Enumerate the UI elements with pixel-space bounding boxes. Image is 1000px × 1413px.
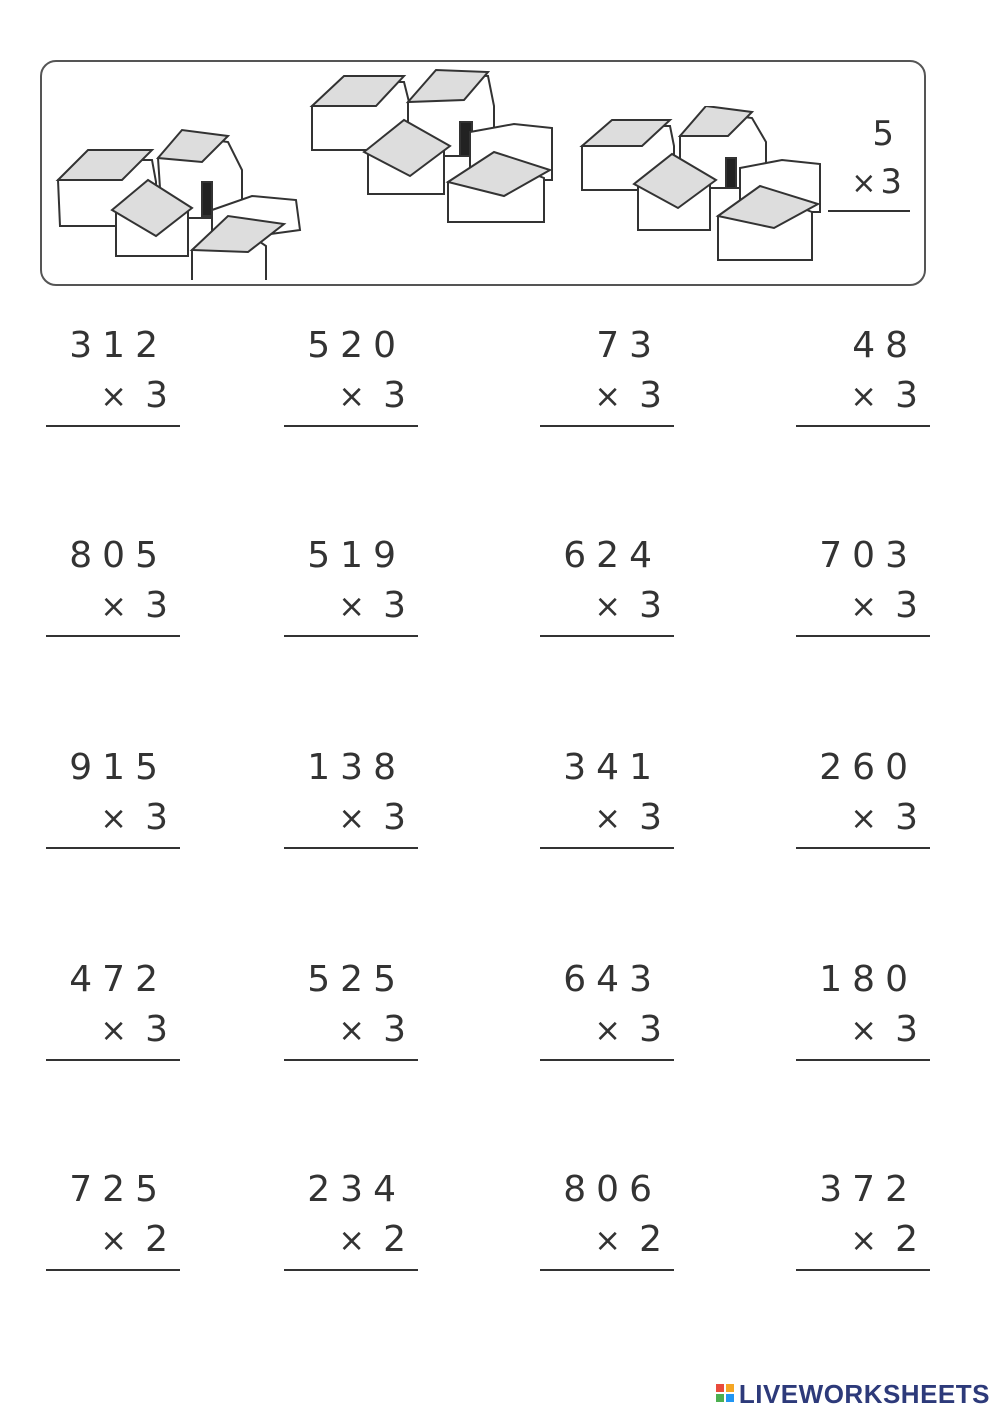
- multiplier-row: [338, 584, 406, 628]
- multiplicand: 73: [596, 325, 662, 366]
- result-line: [284, 635, 418, 637]
- multiplication-problem: [796, 958, 930, 1058]
- multiplier: 3: [383, 797, 406, 838]
- multiplication-problem: [796, 1168, 930, 1268]
- multiplier: 2: [383, 1219, 406, 1260]
- multiplication-problem: [284, 1168, 418, 1268]
- multiplier-row: [338, 796, 406, 840]
- result-line: [540, 425, 674, 427]
- multiplicand: 260: [819, 747, 918, 788]
- multiplication-problem: [540, 1168, 674, 1268]
- times-sign: ×: [338, 587, 366, 625]
- multiplicand: 138: [307, 747, 406, 788]
- multiplication-problem: [284, 324, 418, 424]
- multiplication-problem: [540, 324, 674, 424]
- multiplicand: 624: [563, 535, 662, 576]
- example-multiplier: 3: [880, 162, 902, 202]
- times-sign: ×: [850, 377, 878, 415]
- multiplication-problem: [796, 324, 930, 424]
- result-line: [46, 425, 180, 427]
- houses-illustration: [52, 100, 314, 280]
- times-sign: ×: [100, 1011, 128, 1049]
- multiplicand: 643: [563, 959, 662, 1000]
- multiplier: 3: [383, 375, 406, 416]
- times-sign: ×: [850, 1221, 878, 1259]
- times-sign: ×: [850, 587, 878, 625]
- result-line: [284, 1269, 418, 1271]
- multiplier: 3: [145, 1009, 168, 1050]
- multiplier-row: [338, 1008, 406, 1052]
- multiplier-row: [850, 796, 918, 840]
- multiplier: 3: [145, 585, 168, 626]
- result-line: [284, 1059, 418, 1061]
- example-multiplicand: 5: [872, 114, 902, 154]
- times-sign: ×: [100, 377, 128, 415]
- times-sign: ×: [338, 1221, 366, 1259]
- times-sign: ×: [594, 1221, 622, 1259]
- result-line: [540, 635, 674, 637]
- multiplier-row: [338, 1218, 406, 1262]
- multiplier-row: [594, 1008, 662, 1052]
- multiplication-problem: [796, 746, 930, 846]
- times-sign: ×: [338, 377, 366, 415]
- times-sign: ×: [851, 166, 877, 201]
- example-multiplication: [828, 114, 910, 214]
- multiplication-problem: [540, 746, 674, 846]
- multiplication-problem: [796, 534, 930, 634]
- multiplier: 3: [895, 1009, 918, 1050]
- houses-illustration: [304, 66, 566, 246]
- multiplier: 3: [895, 585, 918, 626]
- multiplication-problem: [540, 958, 674, 1058]
- multiplier-row: [100, 374, 168, 418]
- result-line: [796, 425, 930, 427]
- multiplicand: 519: [307, 535, 406, 576]
- houses-illustration: [576, 106, 838, 286]
- result-line: [796, 1059, 930, 1061]
- multiplication-problem: [284, 534, 418, 634]
- multiplier: 3: [383, 585, 406, 626]
- multiplication-problem: [46, 534, 180, 634]
- multiplier: 2: [145, 1219, 168, 1260]
- multiplier: 3: [895, 375, 918, 416]
- multiplicand: 234: [307, 1169, 406, 1210]
- times-sign: ×: [100, 799, 128, 837]
- result-line: [46, 1269, 180, 1271]
- multiplier: 3: [639, 797, 662, 838]
- multiplier-row: [100, 1218, 168, 1262]
- result-line: [46, 635, 180, 637]
- multiplicand: 520: [307, 325, 406, 366]
- multiplicand: 725: [69, 1169, 168, 1210]
- multiplier-row: [100, 796, 168, 840]
- multiplier-row: [850, 1218, 918, 1262]
- multiplier-row: [338, 374, 406, 418]
- multiplier: 2: [895, 1219, 918, 1260]
- result-line: [796, 1269, 930, 1271]
- times-sign: ×: [594, 799, 622, 837]
- multiplicand: 372: [819, 1169, 918, 1210]
- multiplication-problem: [284, 958, 418, 1058]
- multiplier-row: [594, 374, 662, 418]
- times-sign: ×: [338, 1011, 366, 1049]
- multiplier-row: [100, 1008, 168, 1052]
- result-line: [540, 1059, 674, 1061]
- multiplier-row: [850, 374, 918, 418]
- result-line: [46, 1059, 180, 1061]
- multiplicand: 472: [69, 959, 168, 1000]
- times-sign: ×: [594, 377, 622, 415]
- multiplier-row: [594, 796, 662, 840]
- result-line: [540, 1269, 674, 1271]
- multiplication-problem: [46, 1168, 180, 1268]
- multiplier: 3: [639, 585, 662, 626]
- multiplicand: 312: [69, 325, 168, 366]
- multiplier: 3: [639, 375, 662, 416]
- multiplier: 2: [639, 1219, 662, 1260]
- multiplication-problem: [284, 746, 418, 846]
- multiplicand: 703: [819, 535, 918, 576]
- multiplier: 3: [895, 797, 918, 838]
- multiplication-problem: [46, 958, 180, 1058]
- multiplier: 3: [639, 1009, 662, 1050]
- example-multiplier-row: [851, 162, 902, 204]
- multiplier-row: [850, 1008, 918, 1052]
- times-sign: ×: [100, 587, 128, 625]
- multiplier: 3: [145, 797, 168, 838]
- times-sign: ×: [594, 1011, 622, 1049]
- multiplication-problem: [46, 324, 180, 424]
- result-line: [540, 847, 674, 849]
- times-sign: ×: [594, 587, 622, 625]
- times-sign: ×: [100, 1221, 128, 1259]
- multiplier: 3: [383, 1009, 406, 1050]
- times-sign: ×: [850, 799, 878, 837]
- result-line: [284, 425, 418, 427]
- multiplicand: 806: [563, 1169, 662, 1210]
- multiplicand: 805: [69, 535, 168, 576]
- brand-name: LIVEWORKSHEETS: [738, 1378, 990, 1409]
- multiplier-row: [594, 1218, 662, 1262]
- multiplier-row: [594, 584, 662, 628]
- multiplier-row: [100, 584, 168, 628]
- multiplicand: 525: [307, 959, 406, 1000]
- multiplication-problem: [46, 746, 180, 846]
- logo-icon: [716, 1384, 736, 1404]
- multiplier: 3: [145, 375, 168, 416]
- example-result-line: [828, 210, 910, 212]
- multiplicand: 341: [563, 747, 662, 788]
- illustration-panel: [40, 60, 926, 286]
- times-sign: ×: [338, 799, 366, 837]
- result-line: [796, 847, 930, 849]
- brand-logo: [716, 1378, 990, 1409]
- multiplication-problem: [540, 534, 674, 634]
- times-sign: ×: [850, 1011, 878, 1049]
- result-line: [796, 635, 930, 637]
- multiplicand: 180: [819, 959, 918, 1000]
- result-line: [284, 847, 418, 849]
- multiplier-row: [850, 584, 918, 628]
- result-line: [46, 847, 180, 849]
- multiplicand: 915: [69, 747, 168, 788]
- multiplicand: 48: [852, 325, 918, 366]
